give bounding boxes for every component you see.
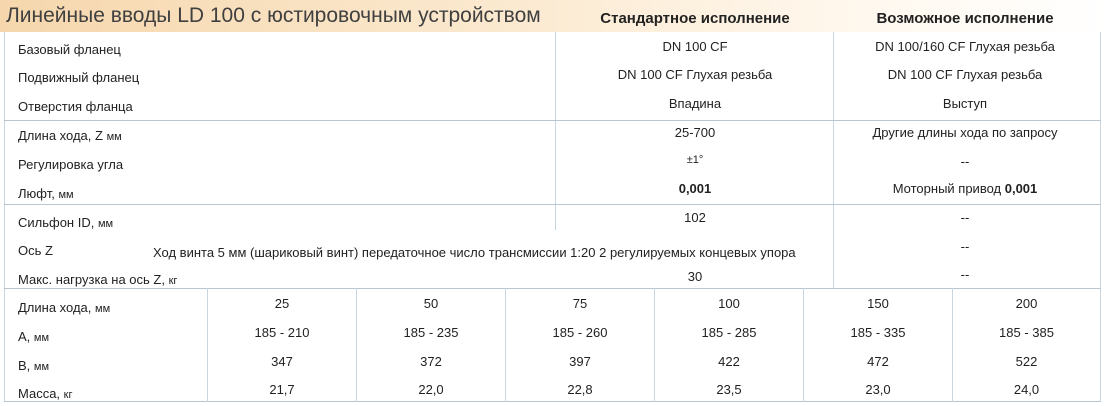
column-header-standard: Стандартное исполнение bbox=[600, 10, 790, 27]
table-cell: 185 - 235 bbox=[403, 325, 459, 340]
row-label-mass: Масса, кг bbox=[18, 386, 73, 401]
table-cell: 372 bbox=[420, 354, 442, 369]
angle-adjust-optional: -- bbox=[960, 154, 970, 169]
moving-flange-standard: DN 100 CF Глухая резьба bbox=[617, 67, 773, 82]
table-cell: 50 bbox=[423, 296, 439, 311]
row-label-z-axis: Ось Z bbox=[18, 243, 53, 258]
row-label-a: A, мм bbox=[18, 329, 50, 344]
table-cell: 522 bbox=[1015, 354, 1038, 369]
table-cell: 23,0 bbox=[865, 382, 891, 397]
right-border bbox=[1100, 32, 1101, 402]
row-label-moving-flange: Подвижный фланец bbox=[18, 70, 140, 85]
table-cell: 185 - 210 bbox=[254, 325, 310, 340]
flange-holes-optional: Выступ bbox=[942, 96, 988, 111]
base-flange-standard: DN 100 CF bbox=[662, 39, 728, 54]
stroke-z-standard: 25-700 bbox=[674, 125, 716, 140]
row-label-stroke-z: Длина хода, Z мм bbox=[18, 128, 122, 143]
angle-adjust-standard: ±1° bbox=[686, 154, 704, 166]
row-label-stroke: Длина хода, мм bbox=[18, 300, 111, 315]
row-label-flange-holes: Отверстия фланца bbox=[18, 99, 133, 114]
table-cell: 200 bbox=[1015, 296, 1038, 311]
table-cell: 24,0 bbox=[1013, 382, 1040, 397]
max-load-optional: -- bbox=[960, 267, 970, 282]
table-cell: 23,5 bbox=[716, 382, 742, 397]
table-cell: 397 bbox=[569, 354, 591, 369]
page-title: Линейные вводы LD 100 с юстировочным устройством bbox=[6, 4, 541, 27]
base-flange-optional: DN 100/160 CF Глухая резьба bbox=[875, 39, 1055, 54]
table-cell: 185 - 335 bbox=[850, 325, 906, 340]
table-cell: 22,0 bbox=[418, 382, 444, 397]
backlash-optional: Моторный привод 0,001 bbox=[892, 181, 1038, 196]
z-axis-description: Ход винта 5 мм (шариковый винт) передаточное число трансмиссии 1:20 2 регулируемых концевых упора bbox=[153, 245, 796, 260]
table-cell: 347 bbox=[271, 354, 293, 369]
table-cell: 100 bbox=[718, 296, 740, 311]
table-cell: 75 bbox=[572, 296, 588, 311]
table-cell: 150 bbox=[867, 296, 889, 311]
bellows-id-optional: -- bbox=[960, 210, 970, 225]
group-separator-2 bbox=[4, 204, 1101, 205]
table-bottom-border bbox=[4, 401, 1101, 402]
max-load-standard: 30 bbox=[687, 269, 703, 284]
row-label-max-load: Макс. нагрузка на ось Z, кг bbox=[18, 272, 178, 287]
left-border bbox=[4, 32, 5, 402]
moving-flange-optional: DN 100 CF Глухая резьба bbox=[887, 67, 1043, 82]
group-separator-1 bbox=[4, 120, 1101, 121]
table-cell: 25 bbox=[274, 296, 290, 311]
row-label-backlash: Люфт, мм bbox=[18, 186, 74, 201]
table-cell: 21,7 bbox=[269, 382, 295, 397]
table-cell: 422 bbox=[718, 354, 740, 369]
z-axis-optional: -- bbox=[960, 239, 970, 254]
bellows-id-standard: 102 bbox=[684, 210, 706, 225]
table-cell: 185 - 285 bbox=[701, 325, 757, 340]
row-label-bellows-id: Сильфон ID, мм bbox=[18, 215, 114, 230]
table-cell: 472 bbox=[867, 354, 889, 369]
stroke-z-optional: Другие длины хода по запросу bbox=[872, 125, 1058, 140]
table-cell: 185 - 260 bbox=[552, 325, 608, 340]
table-cell: 22,8 bbox=[567, 382, 593, 397]
row-label-b: B, мм bbox=[18, 358, 50, 373]
backlash-standard: 0,001 bbox=[678, 181, 712, 196]
column-header-optional: Возможное исполнение bbox=[876, 10, 1054, 27]
group-separator-3 bbox=[4, 288, 1101, 289]
table-cell: 185 - 385 bbox=[999, 325, 1054, 340]
row-label-angle-adjust: Регулировка угла bbox=[18, 157, 124, 172]
row-label-base-flange: Базовый фланец bbox=[18, 42, 121, 57]
flange-holes-standard: Впадина bbox=[668, 96, 722, 111]
